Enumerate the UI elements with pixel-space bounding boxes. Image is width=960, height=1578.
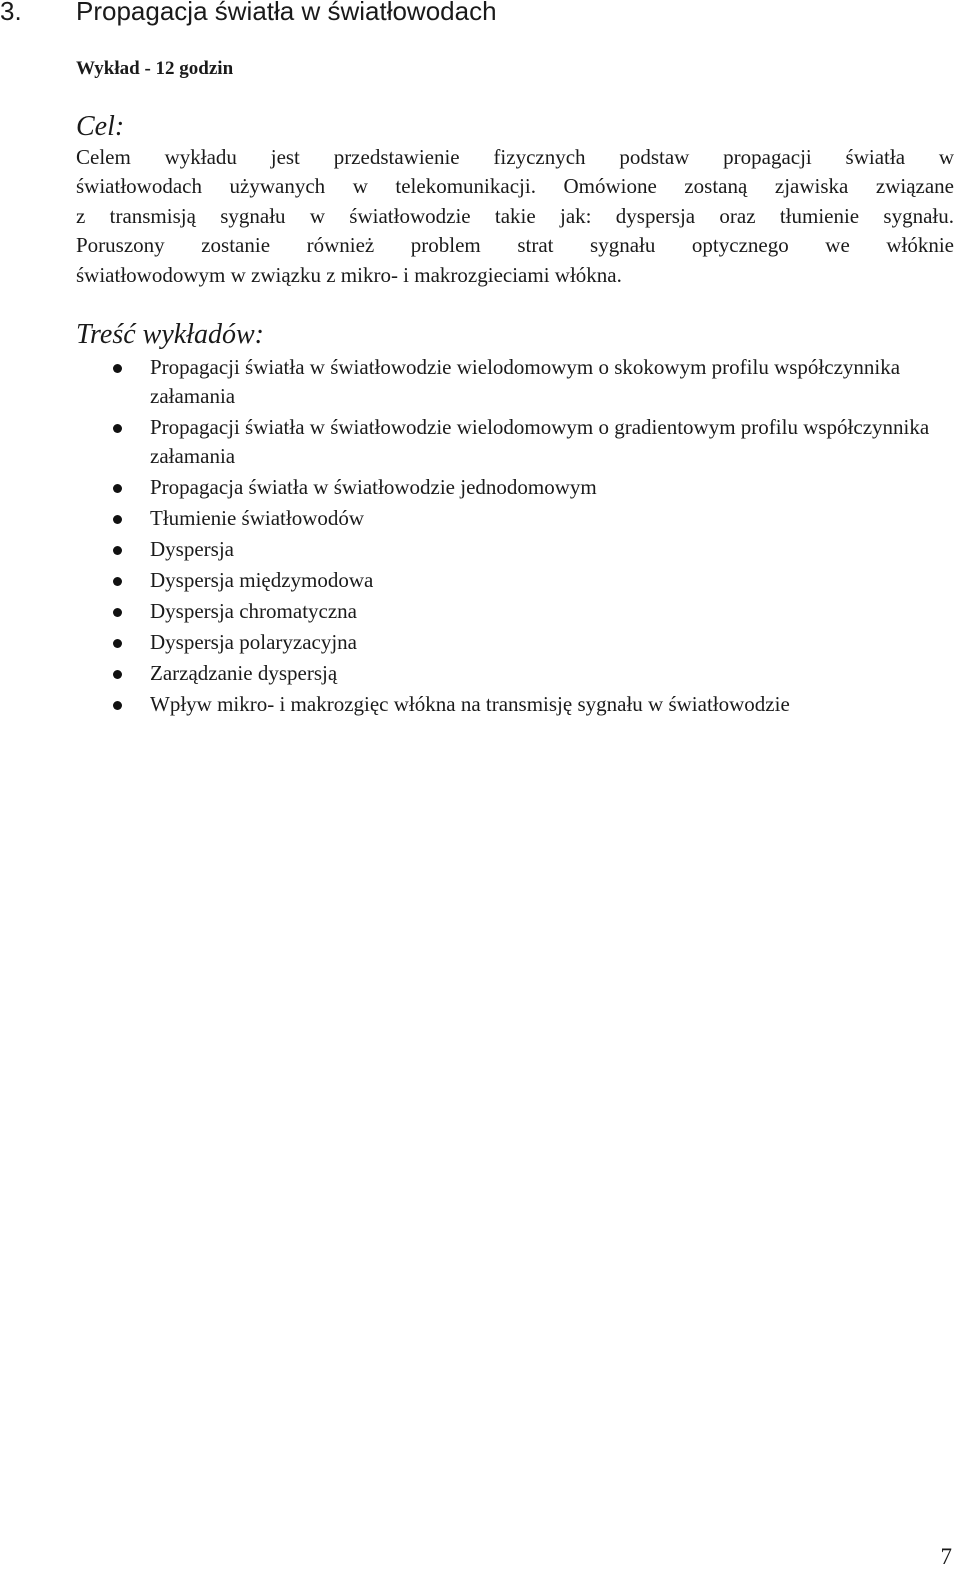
list-item: [0, 566, 940, 595]
goal-line: światłowodach używanych w telekomunikacji. Omówione zostaną zjawiska związane: [76, 174, 954, 199]
bullet-icon: [113, 701, 122, 710]
bullet-icon: [113, 608, 122, 617]
bullet-icon: [113, 639, 122, 648]
bullet-icon: [113, 484, 122, 493]
list-item: [0, 504, 940, 533]
topic-text: Dyspersja chromatyczna: [150, 599, 357, 623]
bullet-icon: [113, 546, 122, 555]
topic-text: Propagacji światła w światłowodzie wielodomowym o gradientowym profilu współczynnika załamania: [150, 415, 930, 468]
topic-text: Wpływ mikro- i makrozgięc włókna na transmisję sygnału w światłowodzie: [150, 692, 790, 716]
goal-line: z transmisją sygnału w światłowodzie takie jak: dyspersja oraz tłumienie sygnału.: [76, 203, 954, 228]
topic-list: [0, 353, 960, 721]
list-item: [0, 353, 940, 411]
section-number: 3.: [0, 0, 22, 26]
lecture-hours: Wykład - 12 godzin: [76, 58, 234, 79]
bullet-icon: [113, 364, 122, 373]
goal-heading: Cel:: [76, 111, 125, 142]
section-title: Propagacja światła w światłowodach: [76, 0, 497, 26]
list-item: [0, 473, 940, 502]
topic-text: Propagacja światła w światłowodzie jednodomowym: [150, 475, 597, 499]
list-item: [0, 413, 940, 471]
topic-text: Tłumienie światłowodów: [150, 506, 365, 530]
topic-text: Dyspersja polaryzacyjna: [150, 630, 357, 654]
bullet-icon: [113, 577, 122, 586]
list-item: [0, 628, 940, 657]
list-item: [0, 659, 940, 688]
content-heading: Treść wykładów:: [76, 319, 264, 350]
goal-line: Celem wykładu jest przedstawienie fizycznych podstaw propagacji światła w: [76, 145, 954, 169]
bullet-icon: [113, 424, 122, 433]
topic-text: Propagacji światła w światłowodzie wielodomowym o skokowym profilu współczynnika załamania: [150, 355, 901, 408]
section-heading: [0, 0, 497, 28]
bullet-icon: [113, 670, 122, 679]
list-item: [0, 535, 940, 564]
list-item: [0, 597, 940, 626]
bullet-icon: [113, 515, 122, 524]
page-number: 7: [940, 1544, 952, 1569]
list-item: [0, 690, 940, 719]
goal-paragraph: [76, 143, 954, 290]
topic-text: Dyspersja: [150, 537, 234, 561]
topic-text: Dyspersja międzymodowa: [150, 568, 374, 592]
goal-line: światłowodowym w związku z mikro- i makrozgieciami włókna.: [76, 262, 622, 287]
goal-line: Poruszony zostanie również problem strat sygnału optycznego we włóknie: [76, 233, 954, 258]
topic-text: Zarządzanie dyspersją: [150, 661, 338, 685]
